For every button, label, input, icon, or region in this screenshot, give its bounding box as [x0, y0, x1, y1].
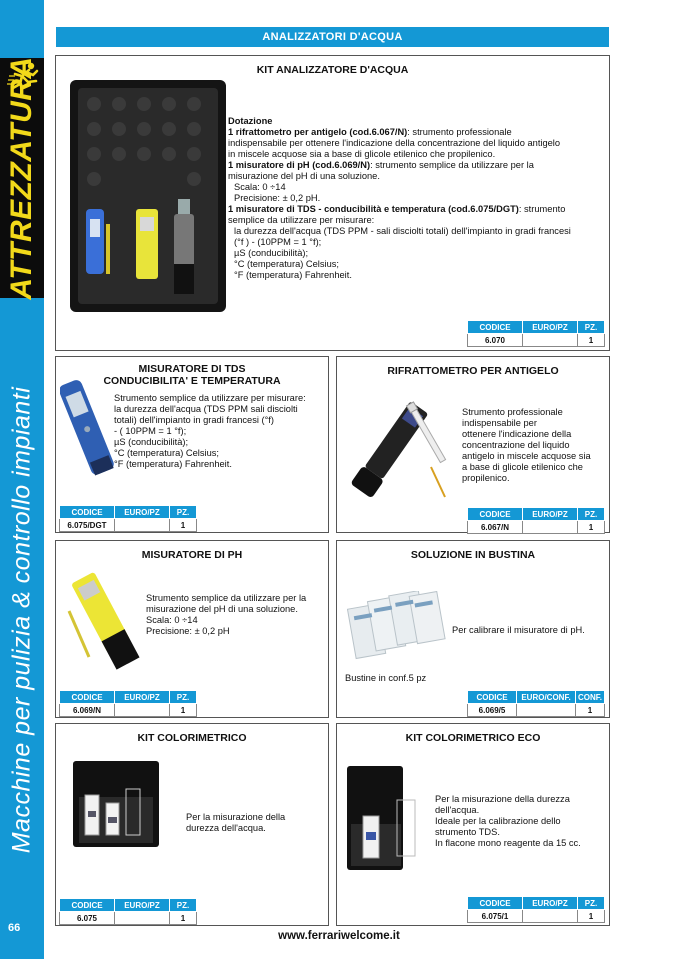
color-box [55, 723, 329, 926]
tds-title-line2: CONDUCIBILITA' E TEMPERATURA [103, 375, 281, 387]
price-cell [523, 521, 578, 534]
eco-line: Per la misurazione della durezza [435, 794, 570, 804]
quantity-cell: 1 [578, 910, 605, 923]
sidebar-section-label: ATTREZZATURA [5, 56, 38, 300]
product-code: 6.067/N [468, 521, 523, 534]
ph-line: Scala: 0 ÷14 [146, 615, 198, 625]
page-number: 66 [8, 922, 21, 934]
table-header-conf: CONF. [576, 691, 605, 704]
price-cell [517, 704, 576, 717]
sol-text: Per calibrare il misuratore di pH. [452, 625, 585, 635]
tds-description [114, 393, 306, 470]
table-header-pz: PZ. [170, 506, 197, 519]
sidebar [0, 0, 44, 959]
table-header-codice: CODICE [468, 691, 517, 704]
table-header-euro: EURO/PZ [523, 321, 578, 334]
eco-price-table [467, 896, 605, 923]
table-header-codice: CODICE [60, 506, 115, 519]
price-cell [115, 704, 170, 717]
refr-line: indispensabile per [462, 418, 537, 428]
refr-line: a base di glicole etilenico che [462, 462, 583, 472]
ph-description [146, 593, 306, 637]
kit-item1-title: 1 rifrattometro per antigelo (cod.6.067/N) [228, 127, 408, 137]
tds-line: totali) dell'impianto in gradi francesi (°f) [114, 415, 274, 425]
refr-box [336, 356, 610, 533]
quantity-cell: 1 [578, 521, 605, 534]
color-title: KIT COLORIMETRICO [137, 732, 247, 744]
tds-meter-image [60, 371, 115, 481]
ph-meter-image [61, 569, 141, 679]
kit-description [228, 116, 571, 281]
tds-line: °F (temperatura) Fahrenheit. [114, 459, 232, 469]
kit-item3-line6: °C (temperatura) Celsius; [234, 259, 339, 269]
tds-title-line1: MISURATORE DI TDS [138, 363, 246, 375]
quantity-cell: 1 [576, 704, 605, 717]
eco-description [435, 794, 581, 849]
price-cell [523, 910, 578, 923]
table-header-codice: CODICE [60, 899, 115, 912]
eco-title: KIT COLORIMETRICO ECO [405, 732, 541, 744]
product-code: 6.075 [60, 912, 115, 925]
sol-title: SOLUZIONE IN BUSTINA [410, 549, 536, 561]
table-header-pz: PZ. [578, 897, 605, 910]
tds-line: µS (conducibilità); [114, 437, 189, 447]
color-description [186, 812, 285, 834]
product-code: 6.075/DGT [60, 519, 115, 532]
color-line: durezza dell'acqua. [186, 823, 266, 833]
sachets-image [347, 591, 447, 666]
eco-line: In flacone mono reagente da 15 cc. [435, 838, 581, 848]
kit-item2-text: : strumento semplice da utilizzare per la [370, 160, 534, 170]
product-code: 6.069/N [60, 704, 115, 717]
kit-item3-text: : strumento [518, 204, 566, 214]
tds-line: Strumento semplice da utilizzare per misurare: [114, 393, 306, 403]
quantity-cell: 1 [170, 704, 197, 717]
tds-box [55, 356, 329, 533]
page-title: ANALIZZATORI D'ACQUA [56, 27, 609, 47]
ph-price-table [59, 690, 197, 717]
quantity-cell: 1 [170, 519, 197, 532]
kit-item2-title: 1 misuratore di pH (cod.6.069/N) [228, 160, 371, 170]
refr-price-table [467, 507, 605, 534]
table-header-codice: CODICE [60, 691, 115, 704]
table-header-codice: CODICE [468, 508, 523, 521]
colorimetric-kit-image [71, 759, 161, 849]
kit-item2-line2: misurazione del pH di una soluzione. [228, 171, 380, 181]
refr-description [462, 407, 591, 484]
kit-item3-line2: semplice da utilizzare per misurare: [228, 215, 375, 225]
product-code: 6.069/5 [468, 704, 517, 717]
price-cell [115, 912, 170, 925]
kit-analizzatore-box [55, 55, 610, 351]
table-header-euro: EURO/PZ [115, 506, 170, 519]
refr-line: propilenico. [462, 473, 510, 483]
kit-case-image [64, 74, 229, 314]
table-header-euro: EURO/PZ [523, 508, 578, 521]
eco-box [336, 723, 610, 926]
footer-url[interactable]: www.ferrariwelcome.it [278, 930, 400, 942]
kit-item1-text: : strumento professionale [407, 127, 512, 137]
table-header-pz: PZ. [170, 899, 197, 912]
ph-line: misurazione del pH di una soluzione. [146, 604, 298, 614]
kit-item3-title: 1 misuratore di TDS - conducibilità e temperatura (cod.6.075/DGT) [228, 204, 519, 214]
sidebar-main-label: Macchine per pulizia & controllo impianti [7, 386, 36, 854]
kit-item3-line3: la durezza dell'acqua (TDS PPM - sali disciolti totali) dell'impianto in gradi francesi [234, 226, 571, 236]
kit-item3-line7: °F (temperatura) Fahrenheit. [234, 270, 352, 280]
kit-dotazione-label: Dotazione [228, 116, 273, 126]
quantity-cell: 1 [170, 912, 197, 925]
table-header-euro-conf: EURO/CONF. [517, 691, 576, 704]
ph-title: MISURATORE DI PH [141, 549, 243, 561]
quantity-cell: 1 [578, 334, 605, 347]
sol-box [336, 540, 610, 718]
kit-item2-line3: Scala: 0 ÷14 [234, 182, 286, 192]
sol-caption: Bustine in conf.5 pz [345, 673, 427, 683]
eco-line: Ideale per la calibrazione dello [435, 816, 561, 826]
colorimetric-eco-kit-image [345, 764, 430, 874]
price-cell [115, 519, 170, 532]
ph-line: Strumento semplice da utilizzare per la [146, 593, 307, 603]
refr-line: antigelo in miscele acquose sia [462, 451, 591, 461]
refractometer-image [347, 392, 459, 507]
table-header-codice: CODICE [468, 897, 523, 910]
kit-analizzatore-title: KIT ANALIZZATORE D'ACQUA [256, 64, 409, 76]
table-header-euro: EURO/PZ [115, 691, 170, 704]
table-header-pz: PZ. [578, 321, 605, 334]
refr-title: RIFRATTOMETRO PER ANTIGELO [387, 365, 559, 377]
ph-line: Precisione: ± 0,2 pH [146, 626, 230, 636]
sol-price-table [467, 690, 605, 717]
table-header-codice: CODICE [468, 321, 523, 334]
tds-line: la durezza dell'acqua (TDS PPM sali disciolti [114, 404, 298, 414]
kit-price-table [467, 320, 605, 347]
tds-price-table [59, 505, 197, 532]
table-header-pz: PZ. [578, 508, 605, 521]
price-cell [523, 334, 578, 347]
color-line: Per la misurazione della [186, 812, 286, 822]
tds-line: - ( 10PPM = 1 °f); [114, 426, 187, 436]
refr-line: concentrazione del liquido [462, 440, 570, 450]
color-price-table [59, 898, 197, 925]
tds-line: °C (temperatura) Celsius; [114, 448, 219, 458]
eco-line: dell'acqua. [435, 805, 480, 815]
product-code: 6.070 [468, 334, 523, 347]
refr-line: Strumento professionale [462, 407, 563, 417]
table-header-pz: PZ. [170, 691, 197, 704]
kit-item3-line4: (°f ) - (10PPM = 1 °f); [234, 237, 322, 247]
eco-line: strumento TDS. [435, 827, 500, 837]
table-header-euro: EURO/PZ [523, 897, 578, 910]
ph-box [55, 540, 329, 718]
kit-item2-line4: Precisione: ± 0,2 pH. [234, 193, 321, 203]
product-code: 6.075/1 [468, 910, 523, 923]
table-header-euro: EURO/PZ [115, 899, 170, 912]
kit-item1-line3: in miscele acquose sia a base di glicole etilenico che propilenico. [228, 149, 496, 159]
kit-item3-line5: µS (conducibilità); [234, 248, 309, 258]
kit-item1-line2: indispensabile per ottenere l'indicazione della concentrazione del liquido antigelo [228, 138, 561, 148]
refr-line: ottenere l'indicazione della [462, 429, 572, 439]
